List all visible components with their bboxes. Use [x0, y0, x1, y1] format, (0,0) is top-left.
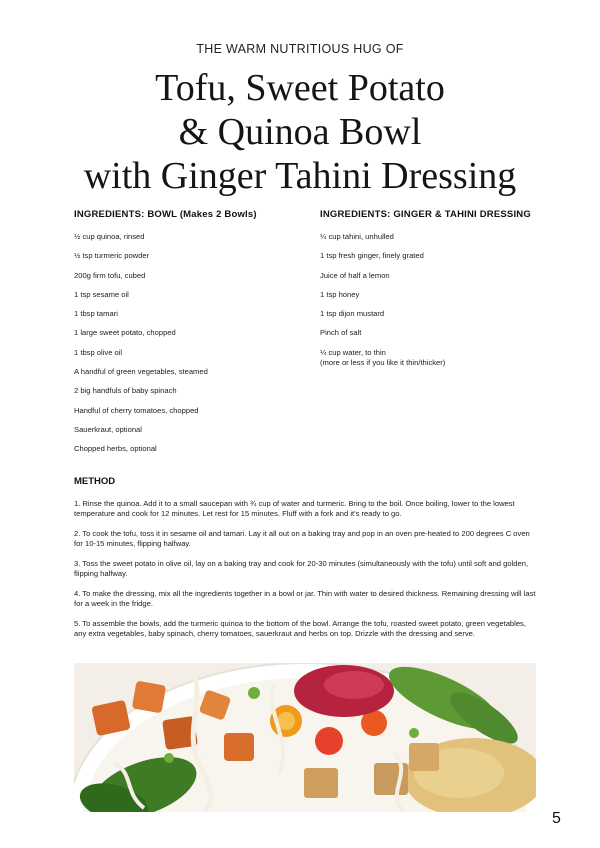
- ingredient-item: 1 tbsp tamari: [74, 309, 118, 319]
- ingredient-item: Chopped herbs, optional: [74, 444, 157, 454]
- method-heading: METHOD: [74, 476, 116, 487]
- ingredient-item: 1 tsp honey: [320, 289, 360, 299]
- method-step: 2. To cook the tofu, toss it in sesame oil and tamari. Lay it all out on a baking tray and pop in an oven pre-heated to 200 degrees C oven for 10-15 minutes, flipping halfway.: [74, 529, 530, 548]
- bowl-ingredients-heading: INGREDIENTS: BOWL (Makes 2 Bowls): [74, 209, 257, 220]
- recipe-title: [0, 66, 600, 198]
- ingredient-item: Juice of half a lemon: [320, 270, 390, 280]
- recipe-kicker: THE WARM NUTRITIOUS HUG OF: [196, 42, 404, 56]
- bowl-ingredients-section: [74, 209, 304, 464]
- ingredient-item: Pinch of salt: [320, 328, 362, 338]
- title-line-3: with Ginger Tahini Dressing: [83, 155, 517, 197]
- ingredient-item: 200g firm tofu, cubed: [74, 270, 146, 280]
- bowl-ingredients-list: [74, 232, 304, 454]
- ingredient-item: ½ cup quinoa, rinsed: [74, 232, 145, 241]
- ingredient-item: 1 tsp dijon mustard: [320, 309, 385, 319]
- ingredient-item: Sauerkraut, optional: [74, 424, 142, 434]
- title-line-2: & Quinoa Bowl: [178, 111, 422, 153]
- bowl-illustration: [74, 663, 536, 812]
- method-step: 4. To make the dressing, mix all the ingredients together in a bowl or jar. Thin with water to desired thickness. Remaining dressing will last for a week in the fridge.: [74, 589, 536, 608]
- ingredient-item: 1 tsp sesame oil: [74, 289, 129, 299]
- ingredient-item: 1 tsp fresh ginger, finely grated: [320, 251, 424, 261]
- ingredient-item: 1 large sweet potato, chopped: [74, 328, 176, 338]
- dressing-ingredients-section: [320, 209, 550, 377]
- ingredient-note: (more or less if you like it thin/thicker): [320, 357, 446, 367]
- method-step: 5. To assemble the bowls, add the turmeric quinoa to the bottom of the bowl. Arrange the tofu, roasted sweet potato, green vegetables, any extra vegetables, baby spinach, cherry tomatoes, sauerkraut and herbs on top. Drizzle with the dressing and serve.: [74, 619, 526, 638]
- method-step: 1. Rinse the quinoa. Add it to a small saucepan with ¾ cup of water and turmeric. Bring to the boil. Once boiling, lower to the lowest temperature and cook for 12 minutes. Let rest for 15 minutes. Fluff with a fork and it's ready to go.: [74, 499, 515, 518]
- method-step: 3. Toss the sweet potato in olive oil, lay on a baking tray and cook for 20-30 minutes (simultaneously with the tofu) until soft and golden, flipping halfway.: [74, 559, 529, 578]
- ingredient-item: 1 tbsp olive oil: [74, 347, 123, 357]
- ingredient-item: ½ tsp turmeric powder: [74, 251, 150, 261]
- ingredient-item: [320, 348, 550, 368]
- dressing-ingredients-list: [320, 232, 550, 368]
- ingredient-line: ¼ cup water, to thin: [320, 347, 386, 357]
- ingredient-item: Handful of cherry tomatoes, chopped: [74, 405, 199, 415]
- title-line-1: Tofu, Sweet Potato: [155, 67, 445, 109]
- method-section: [74, 476, 536, 649]
- page-number: 5: [552, 810, 561, 827]
- ingredient-item: A handful of green vegetables, steamed: [74, 367, 208, 377]
- ingredient-item: ¼ cup tahini, unhulled: [320, 232, 394, 241]
- bowl-photo: [74, 663, 536, 812]
- dressing-ingredients-heading: INGREDIENTS: GINGER & TAHINI DRESSING: [320, 209, 531, 220]
- ingredient-item: 2 big handfuls of baby spinach: [74, 386, 177, 396]
